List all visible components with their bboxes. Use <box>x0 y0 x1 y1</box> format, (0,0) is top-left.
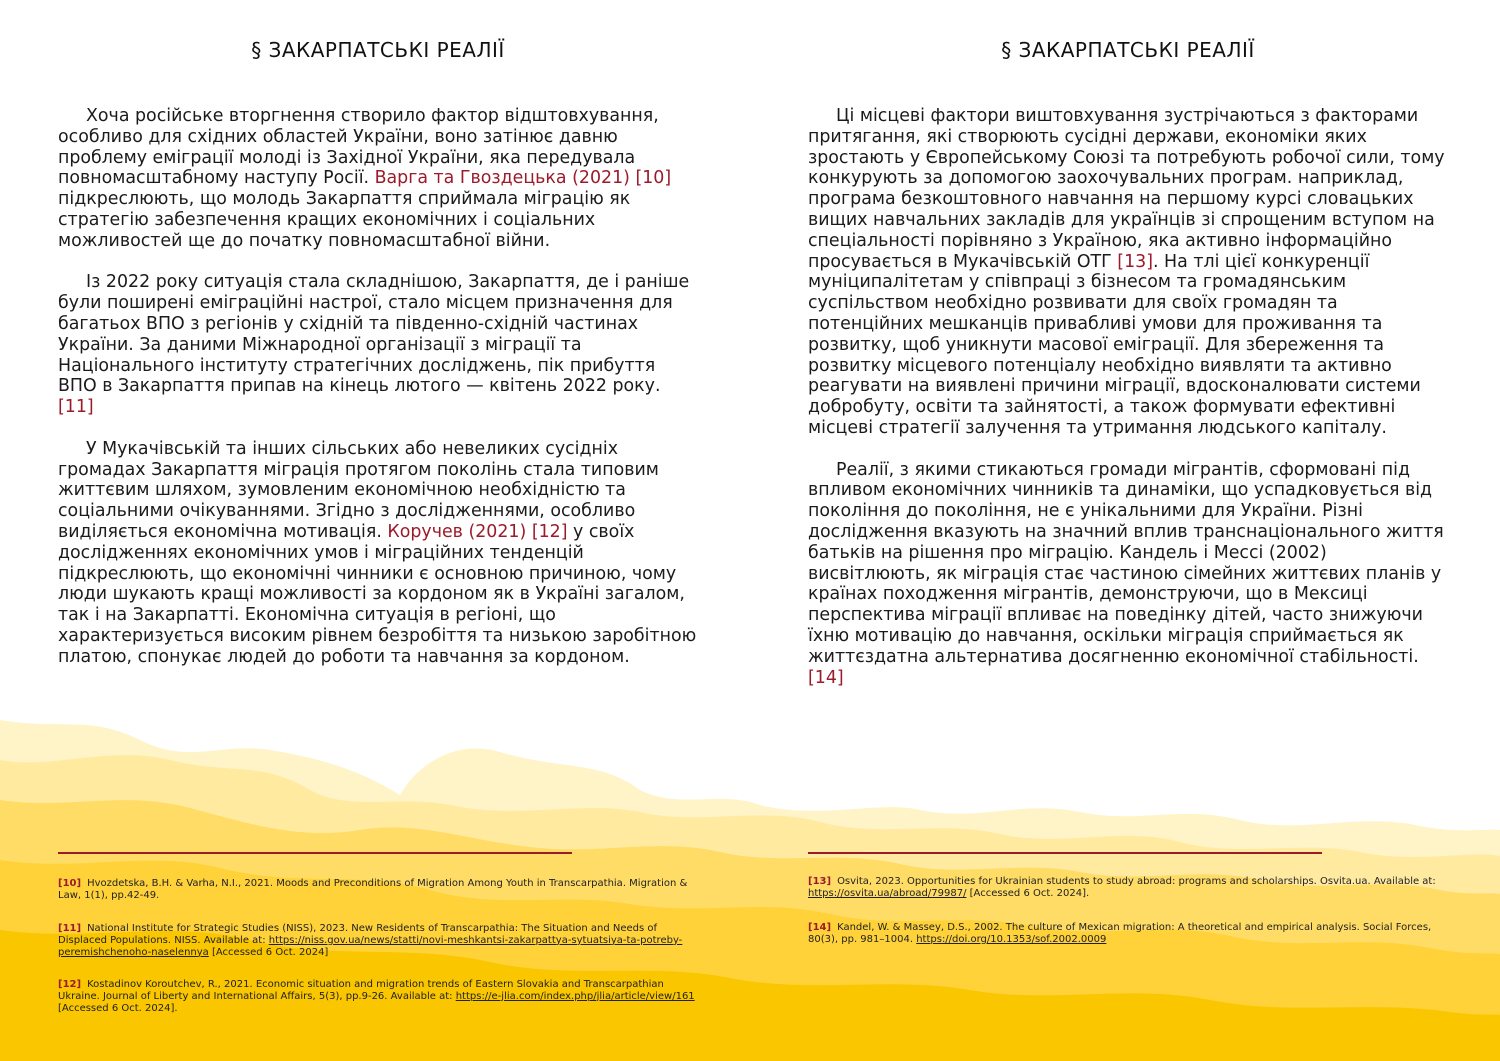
body-text <box>58 106 698 688</box>
paragraph <box>808 106 1448 439</box>
footnote-number: [14] <box>808 922 832 933</box>
footnote-text: National Institute for Strategic Studies (NISS), 2023. New Residents of Transcarpathia: The Situation and Needs of Displaced Populations. NISS. Available at: <box>58 923 658 946</box>
footnote-accessed: [Accessed 6 Oct. 2024]. <box>966 887 1090 899</box>
body-text <box>808 106 1448 709</box>
footnote-text: Kostadinov Koroutchev, R., 2021. Economic situation and migration trends of Eastern Slovakia and Transcarpathian Ukraine. Journal of Liberty and International Affairs, 5(3), pp.9-26. Available at: <box>58 979 664 1002</box>
footnote <box>808 876 1448 900</box>
text-run: У Мукачівській та інших сільських або невеликих сусідніх громадах Закарпаття міграція протягом поколінь стала типовим життєвим шляхом, зумовленим економічною необхідністю та соціальними очікуваннями. Згідно з дослідженнями, особливо виділяється економічна мотивація. <box>58 438 659 542</box>
footnote-number: [13] <box>808 876 832 887</box>
page-header: § ЗАКАРПАТСЬКІ РЕАЛІЇ <box>1001 38 1255 62</box>
footnote <box>58 979 698 1014</box>
citation-link[interactable]: [14] <box>808 667 844 688</box>
footnote-text: Osvita, 2023. Opportunities for Ukrainian students to study abroad: programs and scholarships. Osvita.ua. Available at: <box>837 876 1436 887</box>
footnote-link[interactable]: https://osvita.ua/abroad/79987/ <box>808 887 967 899</box>
text-run: Хоча російське вторгнення створило фактор відштовхування, особливо для східних областей України, воно затінює давню проблему еміграції молоді із Західної України, яка передувала повномасштабному наступу Росії. <box>58 106 659 189</box>
citation-link[interactable]: [13] <box>1117 251 1153 272</box>
text-run: Ці місцеві фактори виштовхування зустрічаються з факторами притягання, які створюють сусідні держави, економіки яких зростають у Європейському Союзі та потребують робочої сили, тому конкурують за допомогою заохочувальних програм. наприклад, програма безкоштовного навчання на першому курсі словацьких вищих навчальних закладів для українців зі спрощеним вступом на спеціальності порівняно з Україною, яка активно інформаційно просувається в Мукачівській ОТГ <box>808 106 1445 272</box>
paragraph <box>58 106 698 252</box>
footnote-number: [12] <box>58 979 82 990</box>
footnote-divider <box>808 852 1322 854</box>
paragraph <box>58 439 698 668</box>
footnote-link[interactable]: https://e-jlia.com/index.php/jlia/article/view/161 <box>455 990 695 1002</box>
text-run: у своїх дослідженнях економічних умов і міграційних тенденцій підкреслюють, що економічні чинники є основною причиною, чому люди шукають кращі можливості за кордоном як в Україні загалом, так і на Закарпатті. Економічна ситуація в регіоні, що характеризується високим рівнем безробіття та низькою заробітною платою, спонукає людей до роботи та навчання за кордоном. <box>58 521 697 667</box>
footnote-text: Hvozdetska, B.H. & Varha, N.I., 2021. Moods and Preconditions of Migration Among Youth in Transcarpathia. Migration & Law, 1(1), pp.42-49. <box>58 878 688 901</box>
paragraph <box>808 460 1448 689</box>
text-run: Реалії, з якими стикаються громади мігрантів, сформовані під впливом економічних чинників та динаміки, що успадковується від покоління до покоління, не є унікальними для України. Різні дослідження вказують на значний вплив транснаціонального життя батьків на рішення про міграцію. Кандель і Мессі (2002) висвітлюють, як міграція стає частиною сімейних життєвих планів у країнах походження мігрантів, демонструючи, що в Мексиці перспектива міграції впливає на поведінку дітей, часто знижуючи їхню мотивацію до навчання, оскільки міграція сприймається як життєздатна альтернатива досягненню економічної стабільності. <box>808 459 1444 667</box>
left-page <box>58 0 698 1061</box>
paragraph <box>58 272 698 418</box>
citation-link[interactable]: Коручев (2021) [12] <box>387 521 568 542</box>
footnote-link[interactable]: https://niss.gov.ua/news/statti/novi-meshkantsi-zakarpattya-sytuatsiya-ta-potreby-peremishchenoho-naselennya <box>58 934 683 958</box>
footnote <box>58 878 698 902</box>
footnote-link[interactable]: https://doi.org/10.1353/sof.2002.0009 <box>916 933 1107 945</box>
footnote-number: [10] <box>58 878 82 889</box>
page-header: § ЗАКАРПАТСЬКІ РЕАЛІЇ <box>251 38 505 62</box>
footnote-divider <box>58 852 572 854</box>
text-run: підкреслюють, що молодь Закарпаття сприймала міграцію як стратегію забезпечення кращих економічних і соціальних можливостей ще до початку повномасштабної війни. <box>58 189 631 251</box>
text-run: . На тлі цієї конкуренції муніципалітетам у співпраці з бізнесом та громадянським суспільством необхідно розвивати для своїх громадян та потенційних мешканців привабливі умови для проживання та розвитку, щоб уникнути масової еміграції. Для збереження та розвитку місцевого потенціалу необхідно виявляти та активно реагувати на виявлені причини міграції, вдосконалювати системи добробуту, освіти та зайнятості, а також формувати ефективні місцеві стратегії залучення та утримання людського капіталу. <box>808 251 1421 438</box>
footnote-accessed: [Accessed 6 Oct. 2024] <box>208 946 329 958</box>
footnote <box>808 922 1448 946</box>
text-run: Із 2022 року ситуація стала складнішою, Закарпаття, де і раніше були поширені еміграційні настрої, стало місцем призначення для багатьох ВПО з регіонів у східній та південно-східній частинах України. За даними Міжнародної організації з міграції та Національного інституту стратегічних досліджень, пік прибуття ВПО в Закарпаття припав на кінець лютого — квітень 2022 року. <box>58 272 690 397</box>
footnote-accessed: [Accessed 6 Oct. 2024]. <box>58 1002 178 1014</box>
footnote-text: Kandel, W. & Massey, D.S., 2002. The culture of Mexican migration: A theoretical and empirical analysis. Social Forces, 80(3), pp. 981–1004. <box>808 922 1432 945</box>
citation-link[interactable]: [11] <box>58 397 94 418</box>
right-page <box>808 0 1448 1061</box>
footnote-number: [11] <box>58 923 82 934</box>
footnote <box>58 923 698 958</box>
citation-link[interactable]: Варга та Гвоздецька (2021) [10] <box>374 168 672 189</box>
